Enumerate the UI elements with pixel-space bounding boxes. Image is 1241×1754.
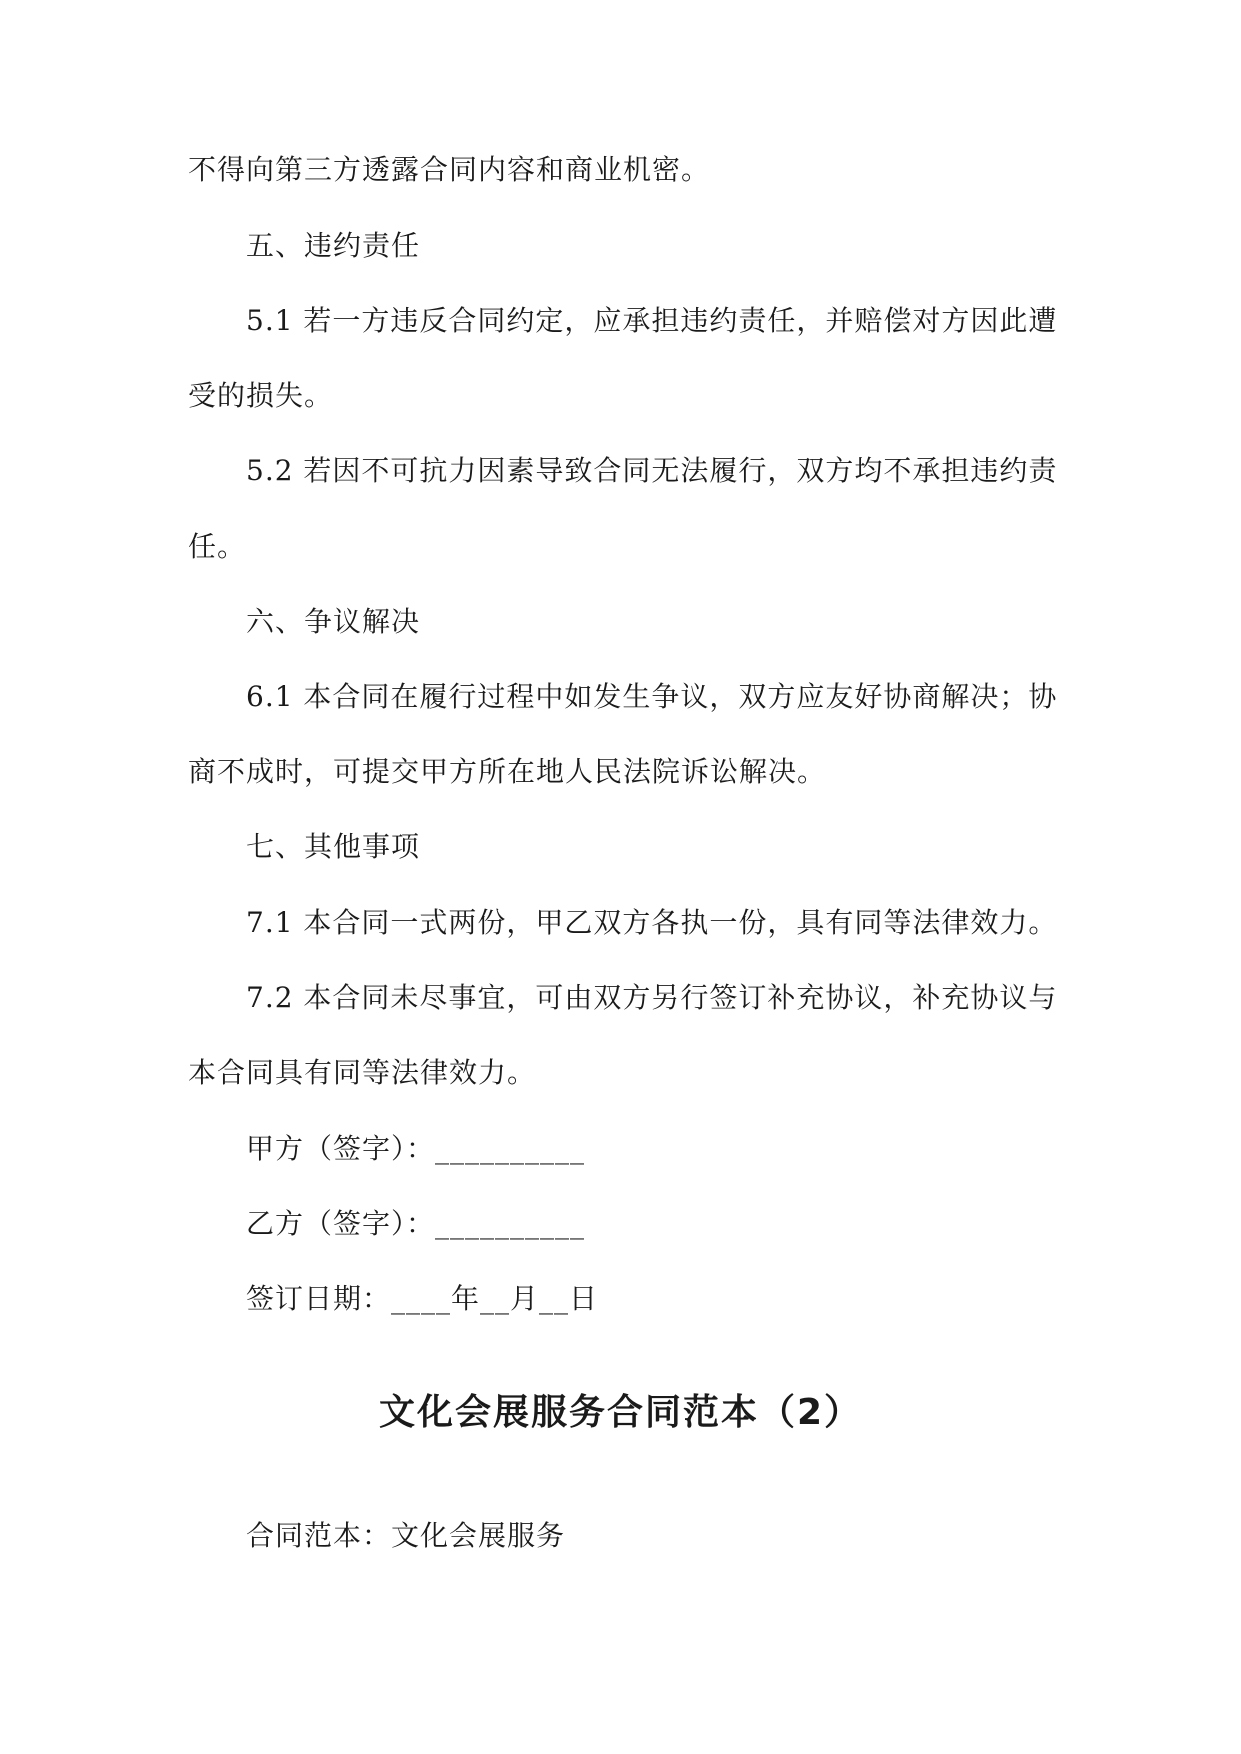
contract-subtitle: 合同范本：文化会展服务 (246, 1519, 566, 1552)
clause-7-2-line-1: 7.2 本合同未尽事宜，可由双方另行签订补充协议，补充协议与 (246, 981, 1058, 1014)
document-title: 文化会展服务合同范本（2） (378, 1392, 863, 1433)
section-5-heading: 五、违约责任 (246, 229, 421, 262)
signing-date: 签订日期：____年__月__日 (246, 1282, 599, 1315)
section-6-heading: 六、争议解决 (246, 605, 421, 638)
clause-6-1-line-2: 商不成时，可提交甲方所在地人民法院诉讼解决。 (188, 755, 827, 788)
clause-6-1-line-1: 6.1 本合同在履行过程中如发生争议，双方应友好协商解决；协 (246, 680, 1058, 713)
section-7-heading: 七、其他事项 (246, 830, 421, 863)
clause-5-2-line-2: 任。 (188, 530, 247, 563)
clause-5-1-line-2: 受的损失。 (188, 379, 334, 412)
party-a-signature: 甲方（签字）：__________ (246, 1132, 586, 1165)
paragraph-4-continuation: 不得向第三方透露合同内容和商业机密。 (188, 153, 711, 186)
party-b-signature: 乙方（签字）：__________ (246, 1207, 586, 1240)
clause-7-1: 7.1 本合同一式两份，甲乙双方各执一份，具有同等法律效力。 (246, 906, 1058, 939)
clause-5-1-line-1: 5.1 若一方违反合同约定，应承担违约责任，并赔偿对方因此遭 (246, 304, 1058, 337)
clause-5-2-line-1: 5.2 若因不可抗力因素导致合同无法履行，双方均不承担违约责 (246, 454, 1058, 487)
clause-7-2-line-2: 本合同具有同等法律效力。 (188, 1056, 537, 1089)
